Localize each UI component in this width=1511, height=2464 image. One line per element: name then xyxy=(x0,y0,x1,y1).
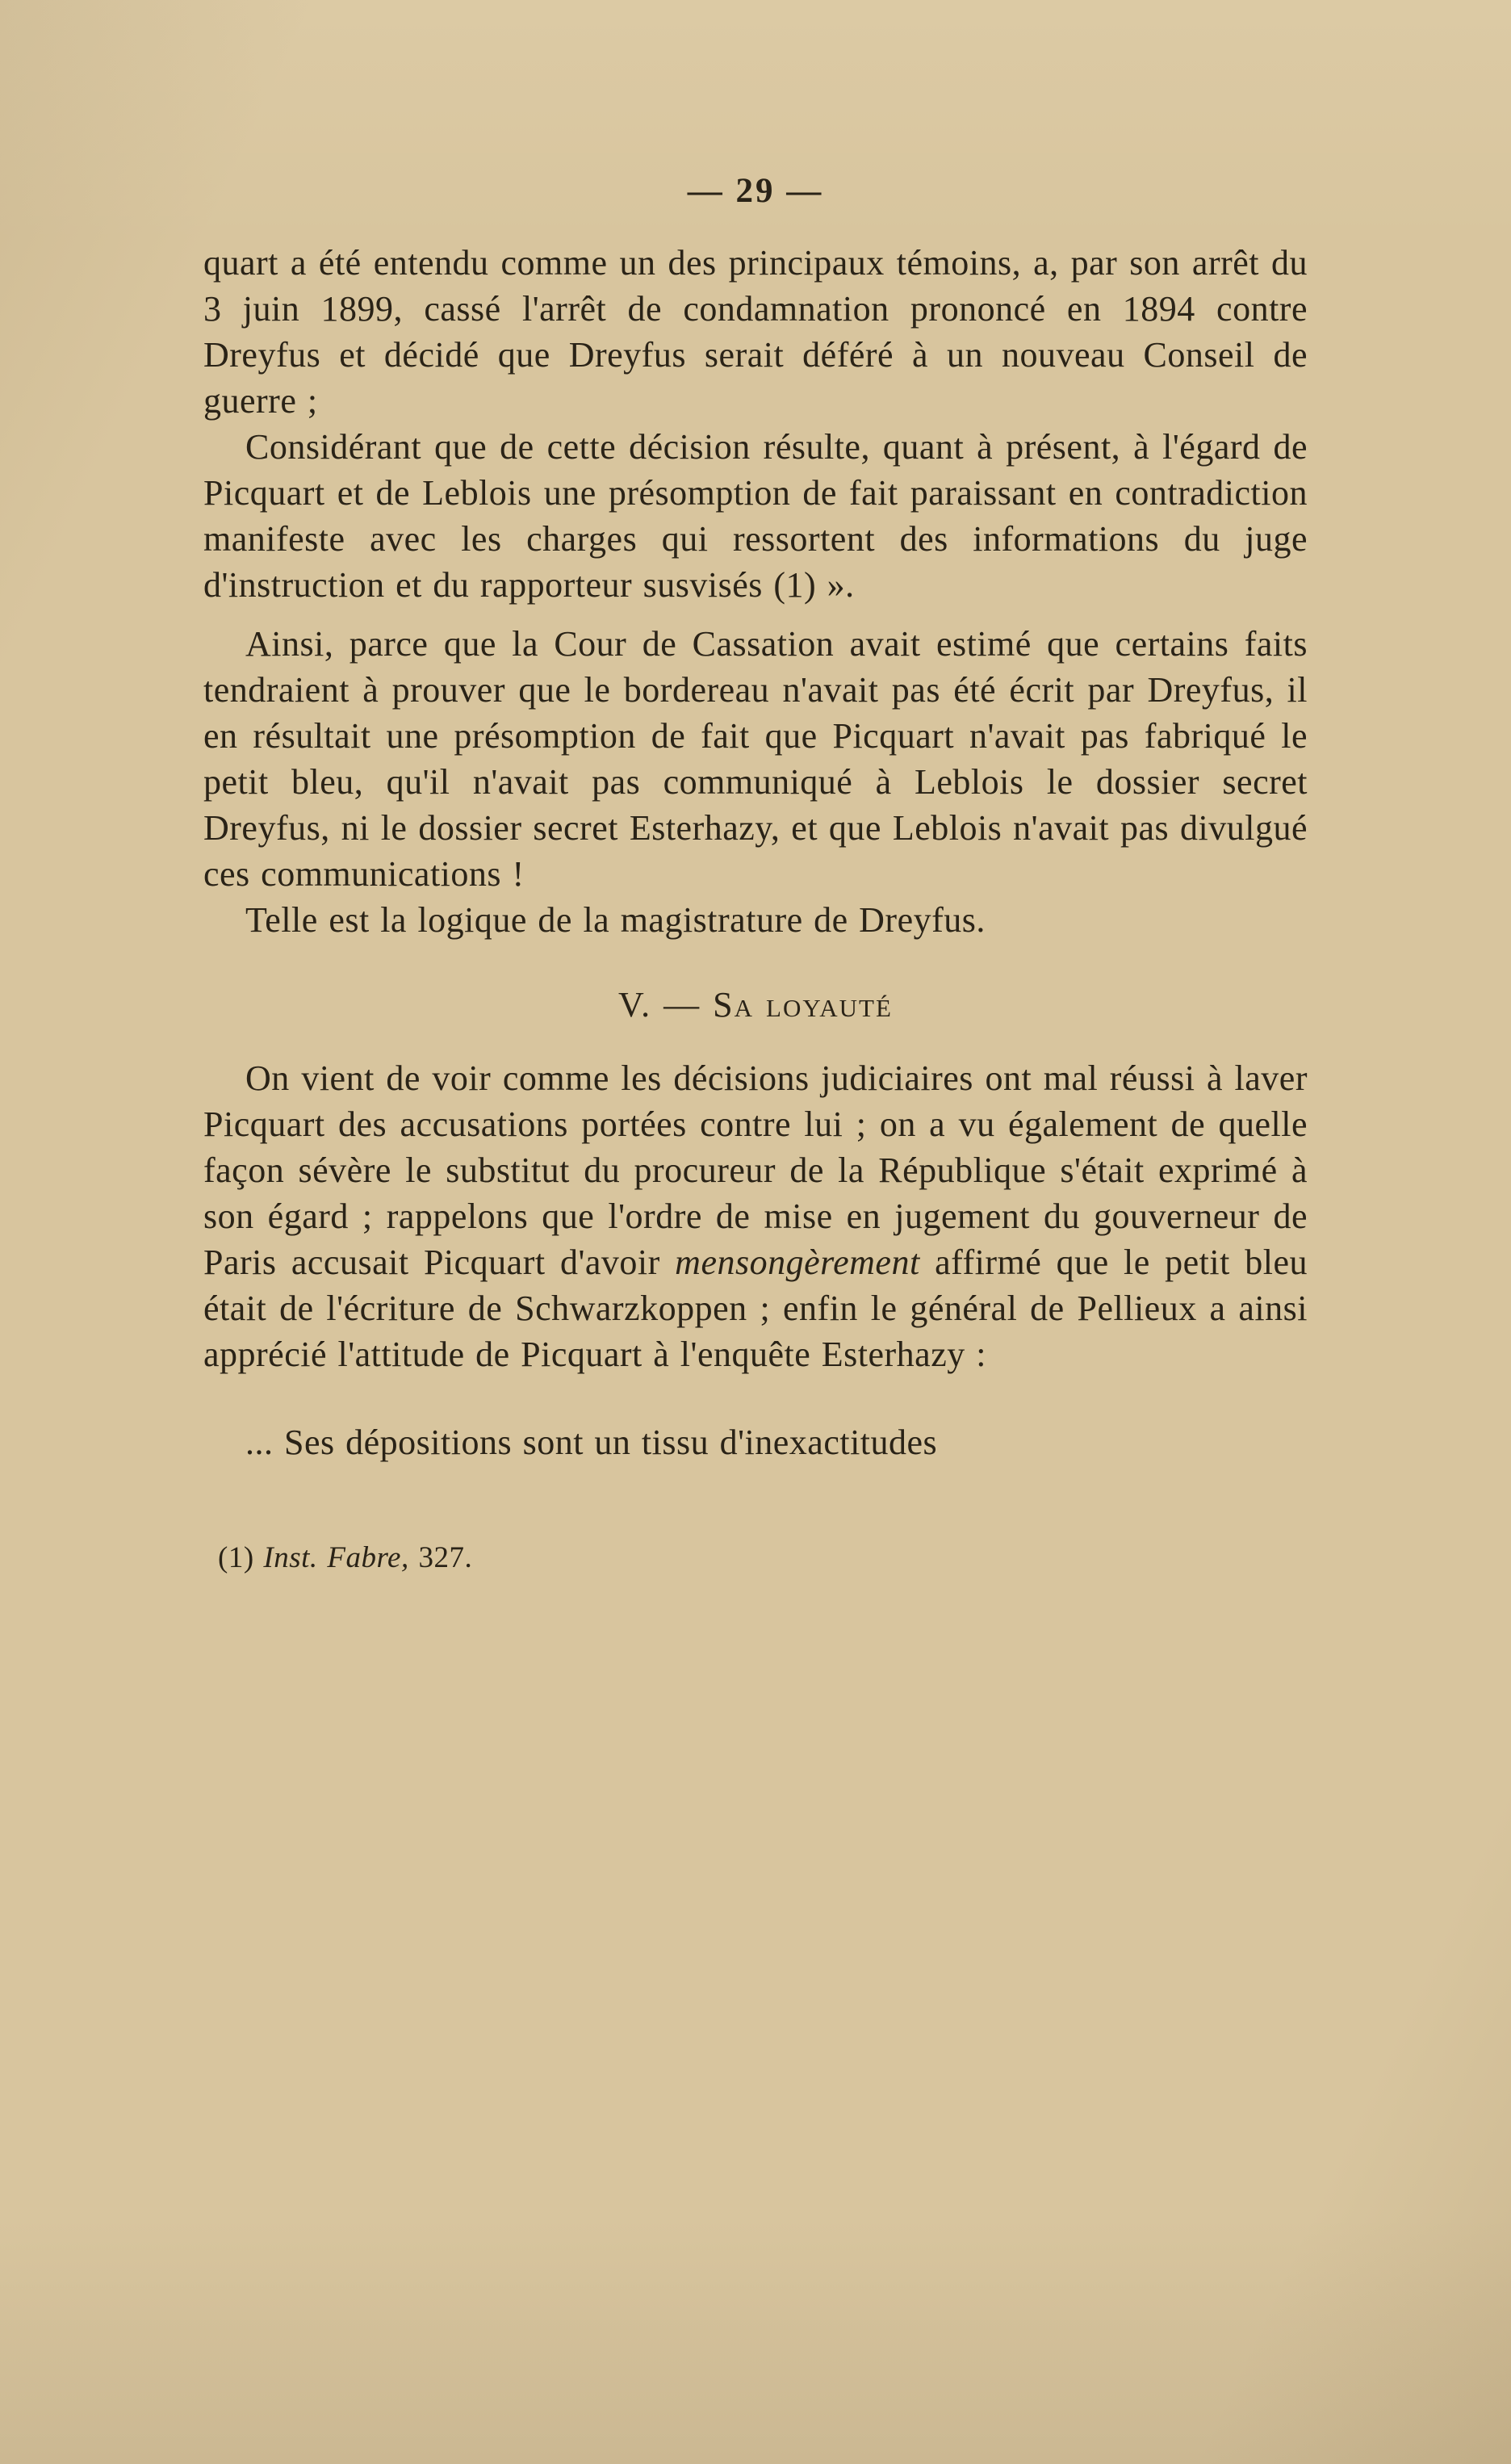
text-block xyxy=(203,240,1308,1581)
page-number: — 29 — xyxy=(687,172,824,210)
paragraph-on-vient-text-before: On vient de voir comme les décisions judiciaires ont mal réussi à laver Picquart des accusations portées contre lui ; on a vu également de quelle façon sévère le substitut du procureur de la République s'était exprimé à son égard ; rappelons que l'ordre de mise en jugement du gouverneur de Paris accusait Picquart d'avoir xyxy=(203,1058,1308,1282)
footnote-source: Inst. Fabre, xyxy=(263,1541,409,1574)
paragraph-quote-start: ... Ses dépositions sont un tissu d'inexactitudes xyxy=(245,1423,938,1462)
footnote-page-ref: 327. xyxy=(408,1541,473,1574)
emphasized-word: mensongèrement xyxy=(675,1242,920,1282)
footnote-marker: (1) xyxy=(218,1541,264,1574)
footnote xyxy=(203,1535,1308,1581)
section-heading: V. — Sa loyauté xyxy=(618,985,893,1025)
paragraph-telle: Telle est la logique de la magistrature de Dreyfus. xyxy=(245,900,986,940)
paragraph-continuation: quart a été entendu comme un des principaux témoins, a, par son arrêt du 3 juin 1899, cassé l'arrêt de condamnation prononcé en 1894 contre Dreyfus et décidé que Dreyfus serait déféré à un nouveau Conseil de guerre ; xyxy=(203,243,1308,421)
paragraph-ainsi: Ainsi, parce que la Cour de Cassation avait estimé que certains faits tendraient à prouver que le bordereau n'avait pas été écrit par Dreyfus, il en résultait une présomption de fait que Picquart n'avait pas fabriqué le petit bleu, qu'il n'avait pas communiqué à Leblois le dossier secret Dreyfus, ni le dossier secret Esterhazy, et que Leblois n'avait pas divulgué ces communications ! xyxy=(203,624,1308,894)
paragraph-on-vient xyxy=(203,1055,1308,1377)
paragraph-on-vient-text-after: affirmé que le petit bleu était de l'écriture de Schwarzkoppen ; enfin le général de Pellieux a ainsi apprécié l'attitude de Picquart à l'enquête Esterhazy : xyxy=(203,1242,1308,1374)
paragraph-considerant: Considérant que de cette décision résulte, quant à présent, à l'égard de Picquart et de Leblois une présomption de fait paraissant en contradiction manifeste avec les charges qui ressortent des informations du juge d'instruction et du rapporteur susvisés (1) ». xyxy=(203,427,1308,605)
